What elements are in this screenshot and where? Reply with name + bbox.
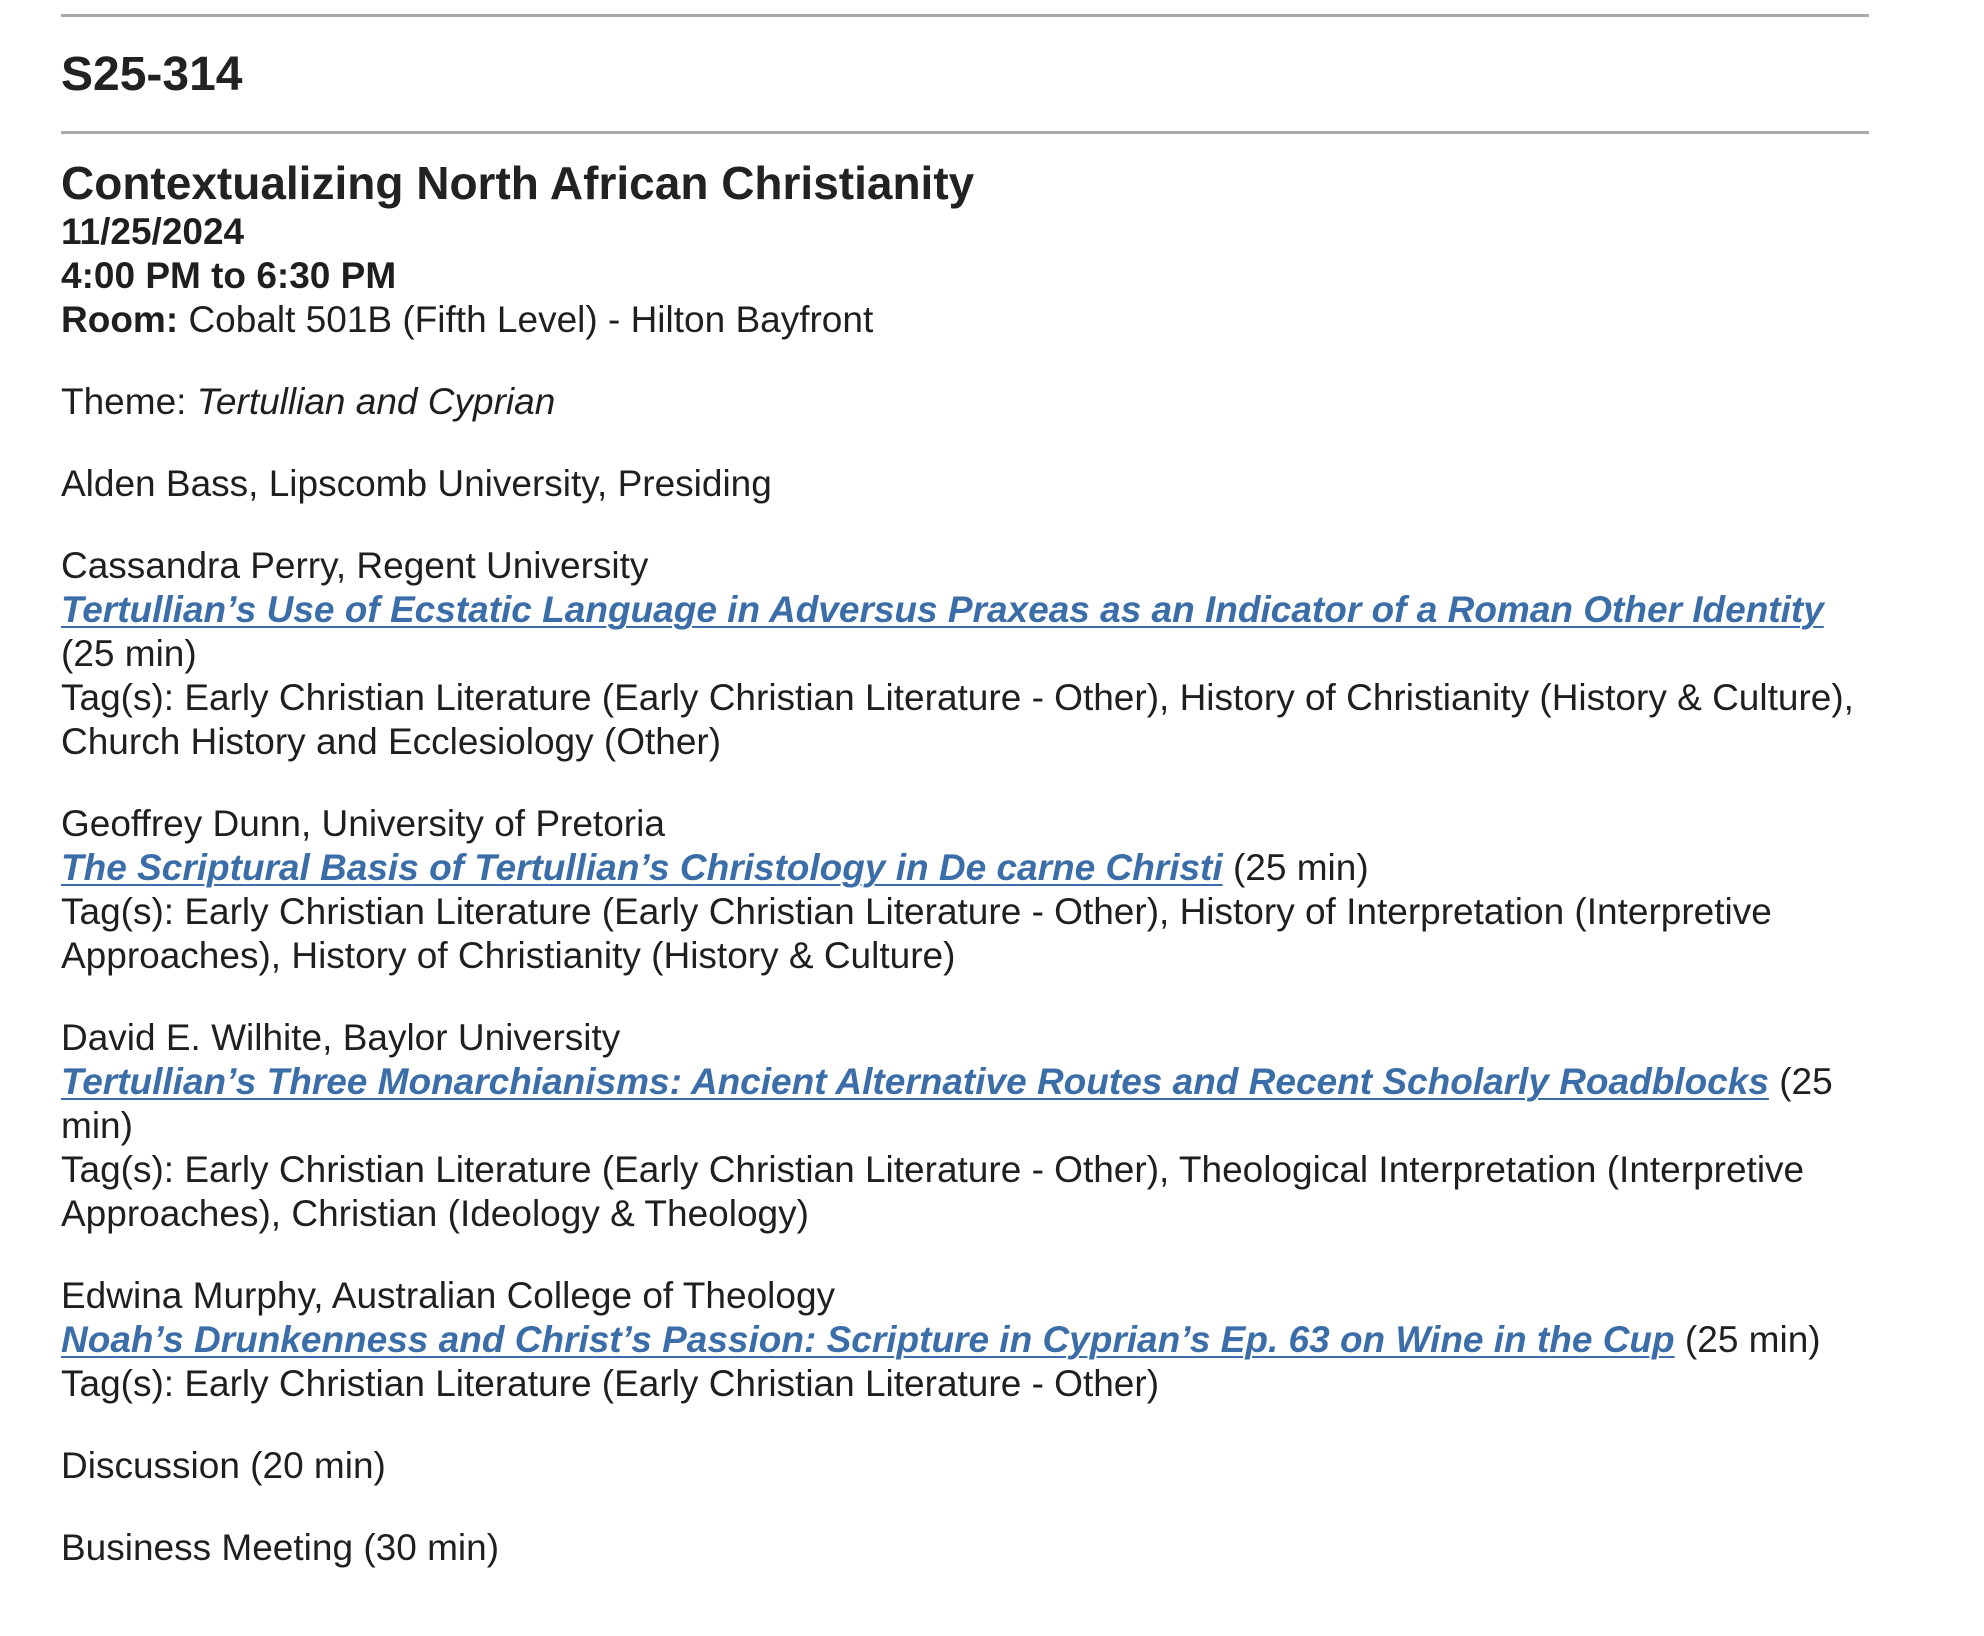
header-divider xyxy=(61,131,1869,134)
session-date: 11/25/2024 xyxy=(61,211,245,252)
paper-title-line xyxy=(61,588,1869,676)
theme-value: Tertullian and Cyprian xyxy=(196,381,556,422)
paper-presenter: Edwina Murphy, Australian College of Theology xyxy=(61,1275,836,1316)
paper-presenter: Geoffrey Dunn, University of Pretoria xyxy=(61,803,665,844)
paper-tags: Tag(s): Early Christian Literature (Early Christian Literature - Other) xyxy=(61,1363,1160,1404)
paper-entry xyxy=(61,802,1869,978)
paper-title-link[interactable]: Noah’s Drunkenness and Christ’s Passion: Scripture in Cyprian’s Ep. 63 on Wine in the Cup xyxy=(61,1319,1675,1360)
session-page xyxy=(61,0,1869,1570)
paper-duration: (25 min) xyxy=(61,633,197,674)
paper-title-link[interactable]: The Scriptural Basis of Tertullian’s Christology in De carne Christi xyxy=(61,847,1223,888)
room-value: Cobalt 501B (Fifth Level) - Hilton Bayfront xyxy=(188,299,874,340)
paper-title-link[interactable]: Tertullian’s Three Monarchianisms: Ancient Alternative Routes and Recent Scholarly Roadblocks xyxy=(61,1061,1769,1102)
paper-tags: Tag(s): Early Christian Literature (Early Christian Literature - Other), History of Interpretation (Interpretive Approaches), History of Christianity (History & Culture) xyxy=(61,891,1772,976)
discussion-line: Discussion (20 min) xyxy=(61,1445,386,1486)
presiding-line: Alden Bass, Lipscomb University, Presiding xyxy=(61,463,772,504)
business-meeting-line: Business Meeting (30 min) xyxy=(61,1527,500,1568)
paper-duration: (25 min) xyxy=(61,1061,1833,1146)
paper-title-link[interactable]: Tertullian’s Use of Ecstatic Language in Adversus Praxeas as an Indicator of a Roman Other Identity xyxy=(61,589,1824,630)
paper-tags: Tag(s): Early Christian Literature (Early Christian Literature - Other), History of Christianity (History & Culture), Church History and Ecclesiology (Other) xyxy=(61,677,1854,762)
paper-entry xyxy=(61,544,1869,764)
paper-title-line xyxy=(61,1060,1869,1148)
paper-title-line xyxy=(61,1318,1869,1362)
session-code: S25-314 xyxy=(61,48,243,101)
paper-presenter: Cassandra Perry, Regent University xyxy=(61,545,649,586)
room-label: Room: xyxy=(61,299,179,340)
paper-entry xyxy=(61,1274,1869,1406)
session-theme xyxy=(61,380,1869,424)
paper-duration: (25 min) xyxy=(1232,847,1369,888)
paper-duration: (25 min) xyxy=(1684,1319,1821,1360)
paper-title-line xyxy=(61,846,1869,890)
top-divider xyxy=(61,14,1869,17)
paper-entry xyxy=(61,1016,1869,1236)
paper-presenter: David E. Wilhite, Baylor University xyxy=(61,1017,621,1058)
session-time: 4:00 PM to 6:30 PM xyxy=(61,255,397,296)
session-room xyxy=(61,298,1869,342)
theme-label: Theme: xyxy=(61,381,187,422)
paper-tags: Tag(s): Early Christian Literature (Early Christian Literature - Other), Theological Interpretation (Interpretive Approaches), Christian (Ideology & Theology) xyxy=(61,1149,1805,1234)
session-title: Contextualizing North African Christianity xyxy=(61,157,975,209)
